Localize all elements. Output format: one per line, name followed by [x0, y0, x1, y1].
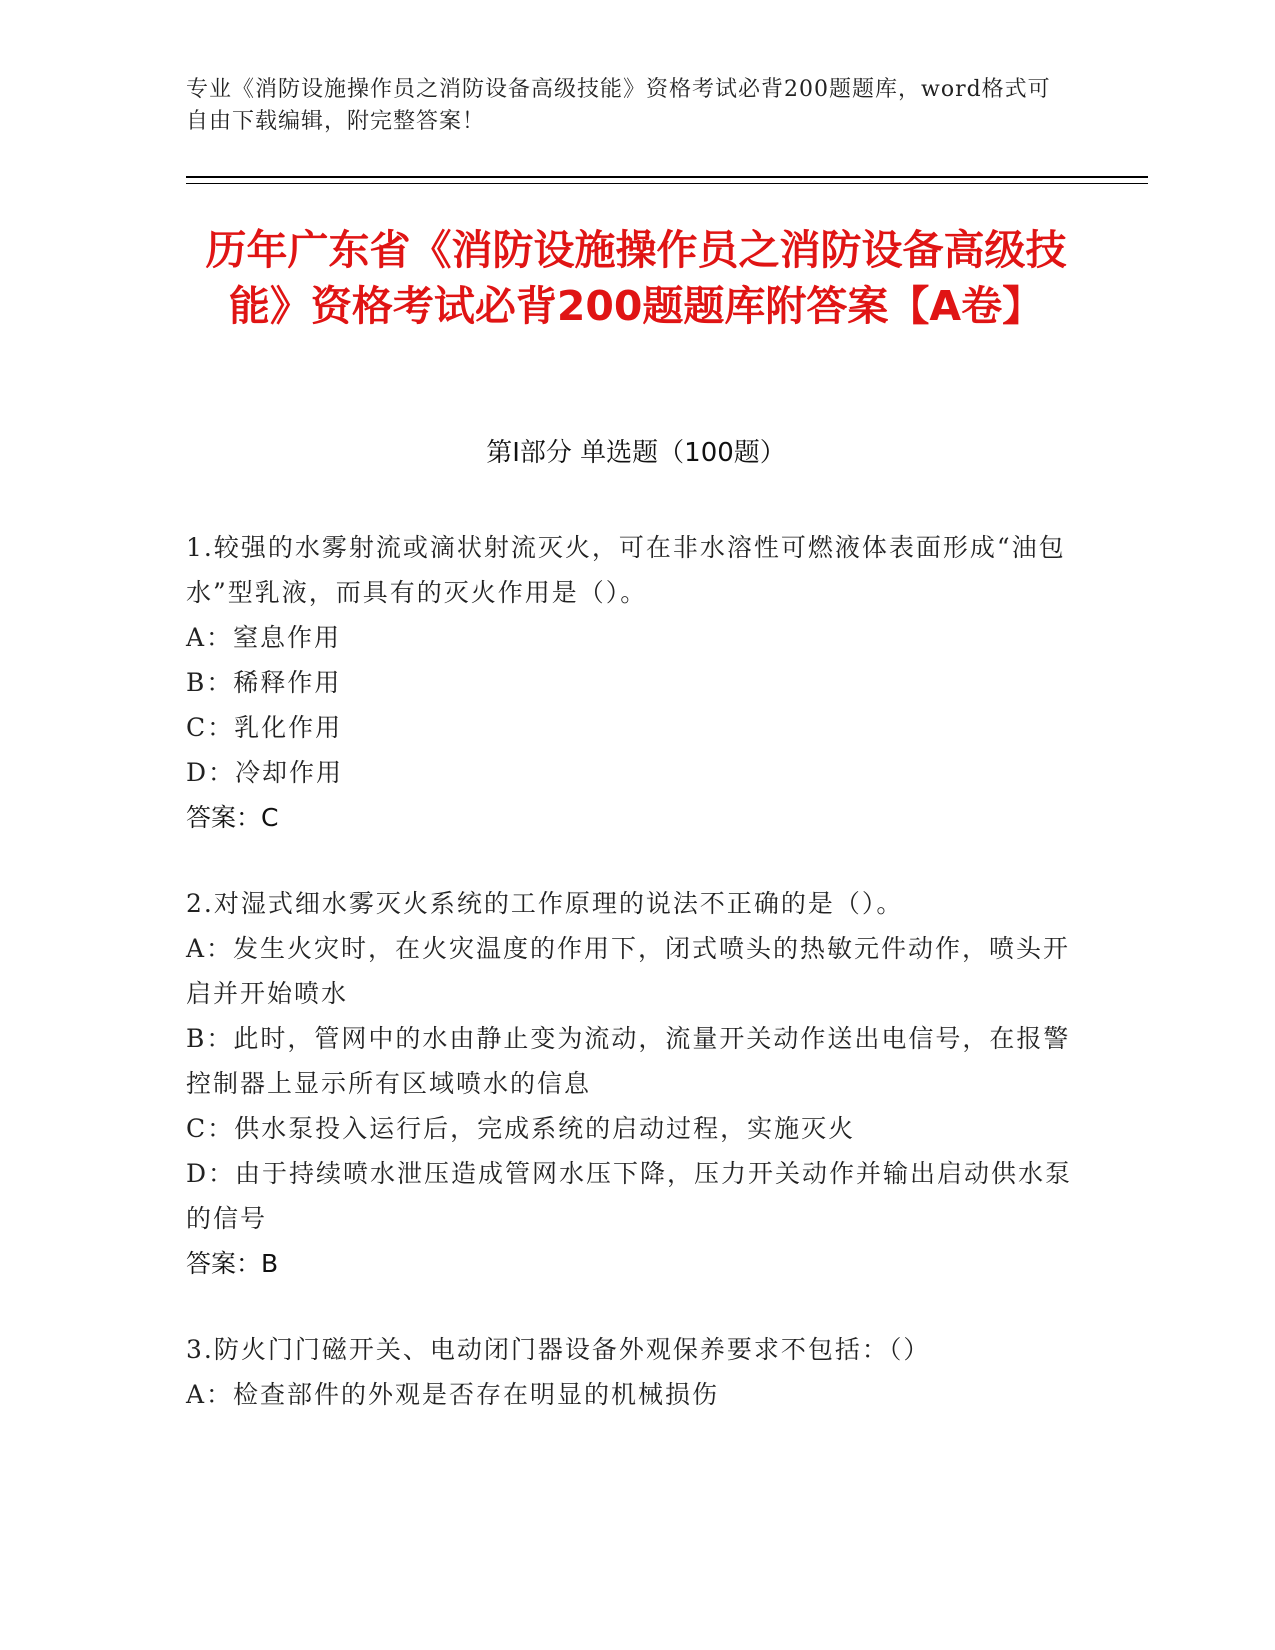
- option-d: D：冷却作用: [186, 758, 344, 787]
- document-title: 历年广东省《消防设施操作员之消防设备高级技能》资格考试必背200题题库附答案【A卷】: [205, 226, 1067, 330]
- question-1: [186, 525, 1086, 840]
- option-a: A：发生火灾时，在火灾温度的作用下，闭式喷头的热敏元件动作，喷头开启并开始喷水: [186, 934, 1071, 1008]
- section-heading: 第Ⅰ部分 单选题（100题）: [486, 438, 786, 468]
- answer-line: 答案：C: [186, 803, 279, 832]
- header-note: 专业《消防设施操作员之消防设备高级技能》资格考试必背200题题库，word格式可自由下载编辑，附完整答案！: [186, 77, 1051, 134]
- question-stem: 3.防火门门磁开关、电动闭门器设备外观保养要求不包括：（）: [186, 1335, 931, 1364]
- header-divider-thick: [186, 176, 1148, 178]
- answer-line: 答案：B: [186, 1249, 279, 1278]
- question-list: [186, 525, 1086, 1417]
- question-stem: 1.较强的水雾射流或滴状射流灭火，可在非水溶性可燃液体表面形成“油包水”型乳液，而具有的灭火作用是（）。: [186, 533, 1066, 607]
- question-3: [186, 1327, 1086, 1417]
- option-c: C：乳化作用: [186, 713, 343, 742]
- option-d: D：由于持续喷水泄压造成管网水压下降，压力开关动作并输出启动供水泵的信号: [186, 1159, 1073, 1233]
- option-b: B：稀释作用: [186, 668, 342, 697]
- option-a: A：窒息作用: [186, 623, 342, 652]
- option-c: C：供水泵投入运行后，完成系统的启动过程，实施灭火: [186, 1114, 856, 1143]
- question-stem: 2.对湿式细水雾灭火系统的工作原理的说法不正确的是（）。: [186, 889, 904, 918]
- header-divider-thin: [186, 183, 1148, 184]
- option-a: A：检查部件的外观是否存在明显的机械损伤: [186, 1380, 720, 1409]
- option-b: B：此时，管网中的水由静止变为流动，流量开关动作送出电信号，在报警控制器上显示所有区域喷水的信息: [186, 1024, 1071, 1098]
- question-2: [186, 881, 1086, 1286]
